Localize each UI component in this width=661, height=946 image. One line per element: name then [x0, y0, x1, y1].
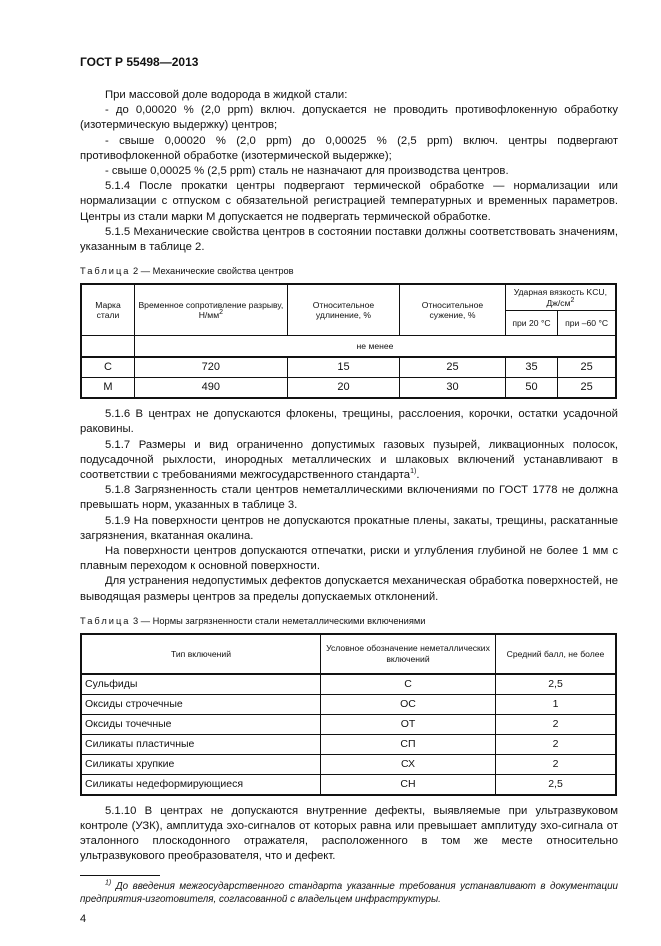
cell: 2,5 [496, 674, 617, 695]
cell: С [321, 674, 496, 695]
paragraph: Для устранения недопустимых дефектов допускается механическая обработка поверхностей, не выводящая размеры центров за пределы допускаемых отклонений. [80, 575, 618, 603]
table-row [81, 734, 616, 754]
mechanical-properties-table [80, 283, 617, 399]
page [80, 0, 618, 946]
header-cell: при 20 °С [505, 311, 558, 336]
paragraph: 5.1.8 Загрязненность стали центров неметаллическими включениями по ГОСТ 1778 не должна превышать норм, указанных в таблице 3. [80, 484, 618, 512]
cell: Силикаты недеформирующиеся [81, 774, 321, 795]
header-cell: Относительное сужение, % [400, 284, 506, 336]
table-row [81, 378, 616, 399]
cell: 35 [505, 357, 558, 378]
header-cell [505, 284, 616, 311]
cell: М [81, 378, 135, 399]
caption-prefix: Таблица [80, 615, 131, 626]
caption-text: 3 — Нормы загрязненности стали неметаллическими включениями [130, 615, 426, 626]
cell: 30 [400, 378, 506, 399]
cell: Силикаты пластичные [81, 734, 321, 754]
table-row [81, 694, 616, 714]
cell: 2,5 [496, 774, 617, 795]
cell: Силикаты хрупкие [81, 754, 321, 774]
paragraph: На поверхности центров допускаются отпечатки, риски и углубления глубиной не более 1 мм с плавным переходом к основной поверхности. [80, 545, 618, 573]
text-block-2 [80, 407, 618, 605]
cell: 2 [496, 754, 617, 774]
cell: СН [321, 774, 496, 795]
caption-text: 2 — Механические свойства центров [130, 266, 294, 277]
cell: 20 [287, 378, 400, 399]
paragraph: 5.1.4 После прокатки центры подвергают термической обработке — нормализации или нормализации с отпуском с обязательной регистрацией температурных и временных параметров. Центры из стали марки М допускается не подвергать термической обработке. [80, 180, 618, 223]
cell: 25 [400, 357, 506, 378]
table2-caption [80, 265, 618, 277]
paragraph: 5.1.6 В центрах не допускаются флокены, трещины, расслоения, корочки, остатки усадочной раковины. [80, 408, 618, 436]
table3-caption [80, 615, 618, 627]
text-block-1 [80, 88, 618, 255]
cell: 720 [135, 357, 288, 378]
table-row [81, 754, 616, 774]
cell: Сульфиды [81, 674, 321, 695]
cell: 25 [558, 357, 616, 378]
paragraph: 5.1.7 Размеры и вид ограниченно допустимых газовых пузырей, ликвационных полосок, подусадочной рыхлости, инородных металлических и шлаковых включений устанавливают в соответствии с требованиями межгосударственного стандарта$^{1)}$. [80, 438, 618, 482]
superscript: 2 [570, 296, 575, 304]
paragraph: При массовой доле водорода в жидкой стали: [105, 89, 348, 101]
superscript: 2 [219, 309, 224, 317]
paragraph-text: 5.1.7 Размеры и вид ограниченно допустимых газовых пузырей, ликвационных полосок, подусадочной рыхлости, инородных металлических и шлаковых включений устанавливают в соответствии с требованиями межгосударственного стандарта [80, 438, 618, 482]
inclusions-table [80, 633, 617, 796]
cell: СХ [321, 754, 496, 774]
table-row [81, 674, 616, 695]
cell: СП [321, 734, 496, 754]
page-number: 4 [80, 912, 87, 925]
footnote-mark: 1) [105, 879, 112, 887]
header-cell: не менее [135, 336, 617, 358]
cell: 50 [505, 378, 558, 399]
paragraph: - свыше 0,00020 % (2,0 ppm) до 0,00025 % (2,5 ppm) включ. центры подвергают противофлокенной обработке (изотермической выдержке); [80, 134, 618, 162]
paragraph: 5.1.10 В центрах не допускаются внутренние дефекты, выявляемые при ультразвуковом контроле (УЗК), амплитуда эхо-сигналов от которых равна или превышает амплитуду эхо-сигнала от эталонного плоскодонного отражателя, расположенного в том же месте относительно ультразвукового преобразователя, что и дефект. [80, 804, 618, 863]
cell: 15 [287, 357, 400, 378]
header-text: Временное сопротивление разрыву, Н/мм [138, 299, 284, 321]
header-cell: Условное обозначение неметаллических включений [321, 634, 496, 674]
footnote [80, 880, 618, 906]
cell: ОТ [321, 714, 496, 734]
paragraph: 5.1.5 Механические свойства центров в состоянии поставки должны соответствовать значениям, указанным в таблице 2. [80, 225, 618, 254]
table-row [81, 714, 616, 734]
table-row [81, 357, 616, 378]
header-cell-empty [81, 336, 135, 358]
cell: Оксиды точечные [81, 714, 321, 734]
header-cell [135, 284, 288, 336]
header-cell: Средний балл, не более [496, 634, 617, 674]
document-header: ГОСТ Р 55498—2013 [80, 55, 199, 69]
caption-prefix: Таблица [80, 266, 131, 277]
cell: 1 [496, 694, 617, 714]
paragraph: - свыше 0,00025 % (2,5 ppm) сталь не назначают для производства центров. [105, 165, 509, 178]
cell: 2 [496, 714, 617, 734]
header-cell: Относительное удлинение, % [287, 284, 400, 336]
paragraph: - до 0,00020 % (2,0 ppm) включ. допускается не проводить противофлокенную обработку (изотермическую выдержку) центров; [80, 104, 618, 132]
footnote-ref: 1) [410, 468, 417, 476]
cell: Оксиды строчечные [81, 694, 321, 714]
footnote-divider [80, 875, 160, 876]
header-cell: Тип включений [81, 634, 321, 674]
header-cell: при –60 °С [558, 311, 616, 336]
header-text: Ударная вязкость KCU, Дж/см [513, 287, 607, 308]
cell: 490 [135, 378, 288, 399]
cell: 25 [558, 378, 616, 399]
cell: С [81, 357, 135, 378]
paragraph: 5.1.9 На поверхности центров не допускаются прокатные плены, закаты, трещины, раскатанные загрязнения, вкатанная окалина. [80, 514, 618, 542]
cell: ОС [321, 694, 496, 714]
header-cell: Марка стали [81, 284, 135, 336]
text-block-3 [80, 804, 618, 865]
table-row [81, 774, 616, 795]
footnote-text: До введения межгосударственного стандарта указанные требования устанавливают в документации предприятия-изготовителя, согласованной с владельцем инфраструктуры. [80, 880, 618, 905]
cell: 2 [496, 734, 617, 754]
